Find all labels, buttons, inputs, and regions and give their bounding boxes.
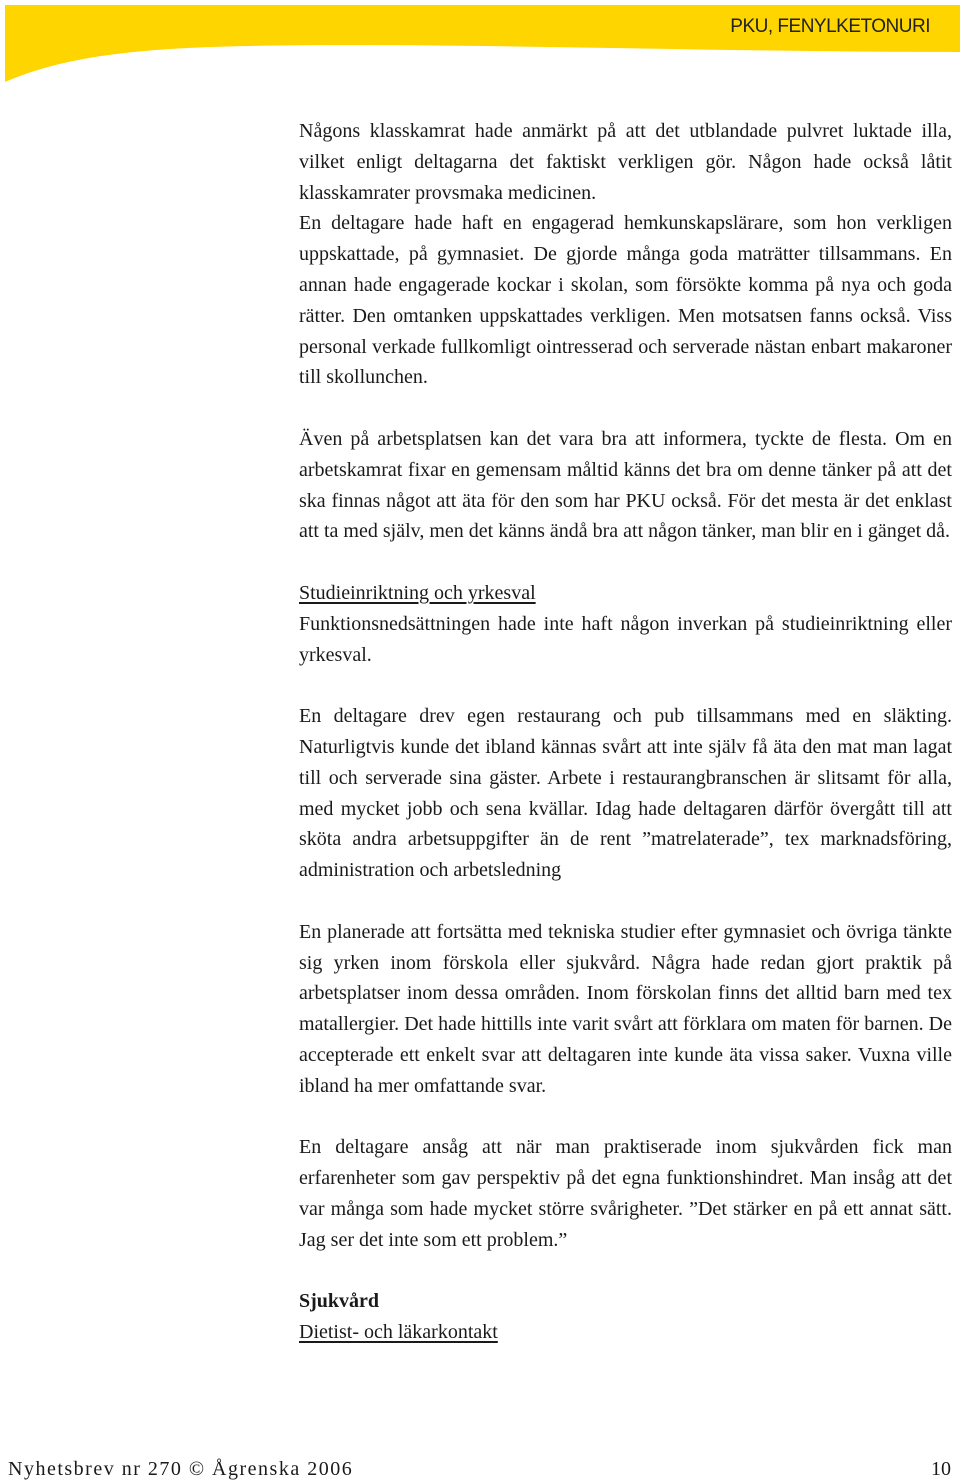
footer-publication: Nyhetsbrev nr 270 © Ågrenska 2006 <box>8 1458 354 1480</box>
page-number: 10 <box>931 1458 951 1480</box>
paragraph: En deltagare drev egen restaurang och pub tillsammans med en släkting. Naturligtvis kunde det ibland kännas svårt att inte själv få äta den mat man lagat till och serverade sina gäster. Arbete i restaurangbranschen är slitsamt för alla, med mycket jobb och sena kvällar. Idag hade deltagaren därför övergått till att sköta andra arbetsuppgifter än de rent ”matrelaterade”, tex marknadsföring, administration och arbetsledning <box>299 705 952 882</box>
paragraph: En planerade att fortsätta med tekniska studier efter gymnasiet och övriga tänkte sig yrken inom förskola eller sjukvård. Några hade redan gjort praktik på arbetsplatser inom dessa områden. Inom förskolan finns det alltid barn med tex matallergier. Det hade hittills inte varit svårt att förklara om maten för barnen. De accepterade ett enkelt svar att deltagaren inte kunde äta vissa saker. Vuxna ville ibland ha mer omfattande svar. <box>299 920 952 1097</box>
article-body <box>299 116 952 1348</box>
section-heading-sjukvard: Sjukvård <box>299 1290 380 1313</box>
section-heading-studieinriktning: Studieinriktning och yrkesval <box>299 581 536 604</box>
paragraph: En deltagare ansåg att när man praktiserade inom sjukvården fick man erfarenheter som gav perspektiv på det egna funktionshindret. Man insåg att det var många som hade mycket större svårigheter. ”Det stärker en på ett annat sätt. Jag ser det inte som ett problem.” <box>299 1136 952 1251</box>
subsection-heading-dietist: Dietist- och läkarkontakt <box>299 1321 498 1344</box>
paragraph: Någons klasskamrat hade anmärkt på att det utblandade pulvret luktade illa, vilket enligt deltagarna det faktiskt verkligen gör. Någon hade också låtit klasskamrater provsmaka medicinen. <box>299 120 952 204</box>
header-swoosh <box>0 0 960 90</box>
paragraph: Även på arbetsplatsen kan det vara bra att informera, tyckte de flesta. Om en arbetskamrat fixar en gemensam måltid känns det bra om denne tänker på att det ska finnas något att äta för den som har PKU också. För det mesta är det enklast att ta med själv, men det känns ändå bra att någon tänker, man blir en i gänget då. <box>299 427 952 543</box>
paragraph: En deltagare hade haft en engagerad hemkunskapslärare, som hon verkligen uppskattade, på gymnasiet. De gjorde många goda maträtter tillsammans. En annan hade engagerade kockar i skolan, som försökte komma på nya och goda rätter. Den omtanken uppskattades verkligen. Men motsatsen fanns också. Viss personal verkade fullkomligt ointresserad och serverade nästan enbart makaroner till skollunchen. <box>299 212 952 389</box>
page-header-title: PKU, FENYLKETONURI <box>730 16 930 37</box>
paragraph: Funktionsnedsättningen hade inte haft någon inverkan på studieinriktning eller yrkesval. <box>299 612 952 666</box>
header-band <box>0 0 960 90</box>
